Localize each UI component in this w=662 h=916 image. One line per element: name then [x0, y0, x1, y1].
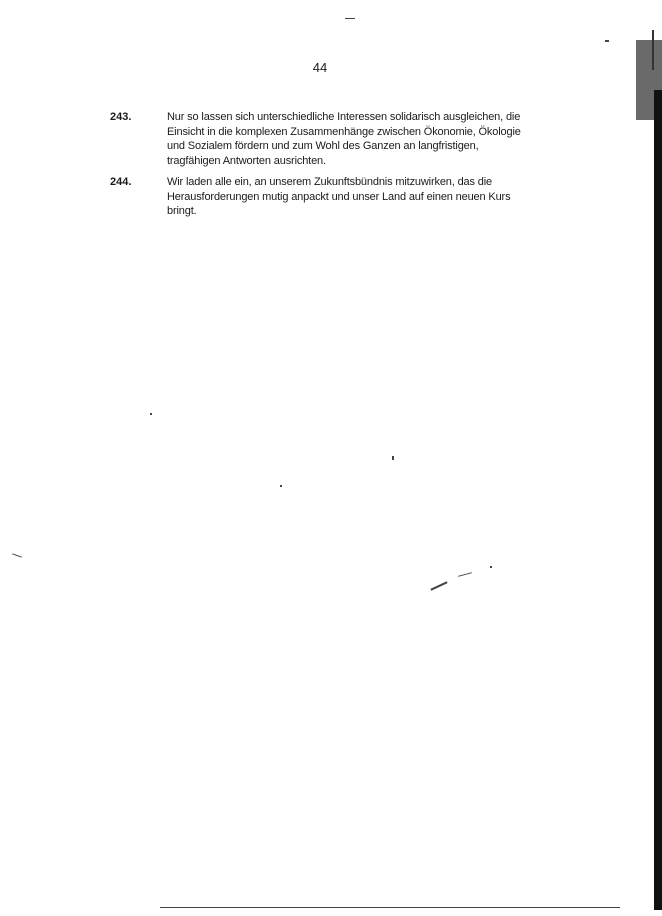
- scan-speck: [605, 40, 609, 42]
- paragraph-244: [110, 175, 540, 219]
- scan-speck: [345, 18, 355, 19]
- paragraph-text: Wir laden alle ein, an unserem Zukunftsbündnis mitzuwirken, das die Herausforderungen mutig anpackt und unser Land auf einen neuen Kurs bringt.: [167, 176, 511, 217]
- scan-speck: [458, 572, 472, 577]
- paragraph-number: 243.: [110, 111, 132, 123]
- paragraph-text: Nur so lassen sich unterschiedliche Interessen solidarisch ausgleichen, die Einsicht in die komplexen Zusammenhänge zwischen Ökonomie, Ökologie und Sozialem fördern und zum Wohl des Ganzen an langfristigen, tragfähigen Antworten ausrichten.: [167, 111, 521, 167]
- scan-edge-bar: [654, 90, 662, 910]
- scan-speck: [150, 413, 152, 415]
- scan-speck: [430, 581, 447, 590]
- page-number: 44: [312, 60, 328, 75]
- scan-speck: [280, 485, 282, 487]
- scan-speck: [12, 553, 22, 557]
- scan-speck: [490, 566, 492, 568]
- scan-edge-line: [652, 30, 654, 70]
- scan-bottom-line: [160, 907, 620, 908]
- scan-edge-shadow: [632, 30, 662, 916]
- paragraph-number: 244.: [110, 176, 132, 188]
- scan-speck: [392, 456, 394, 460]
- paragraph-243: [110, 110, 540, 168]
